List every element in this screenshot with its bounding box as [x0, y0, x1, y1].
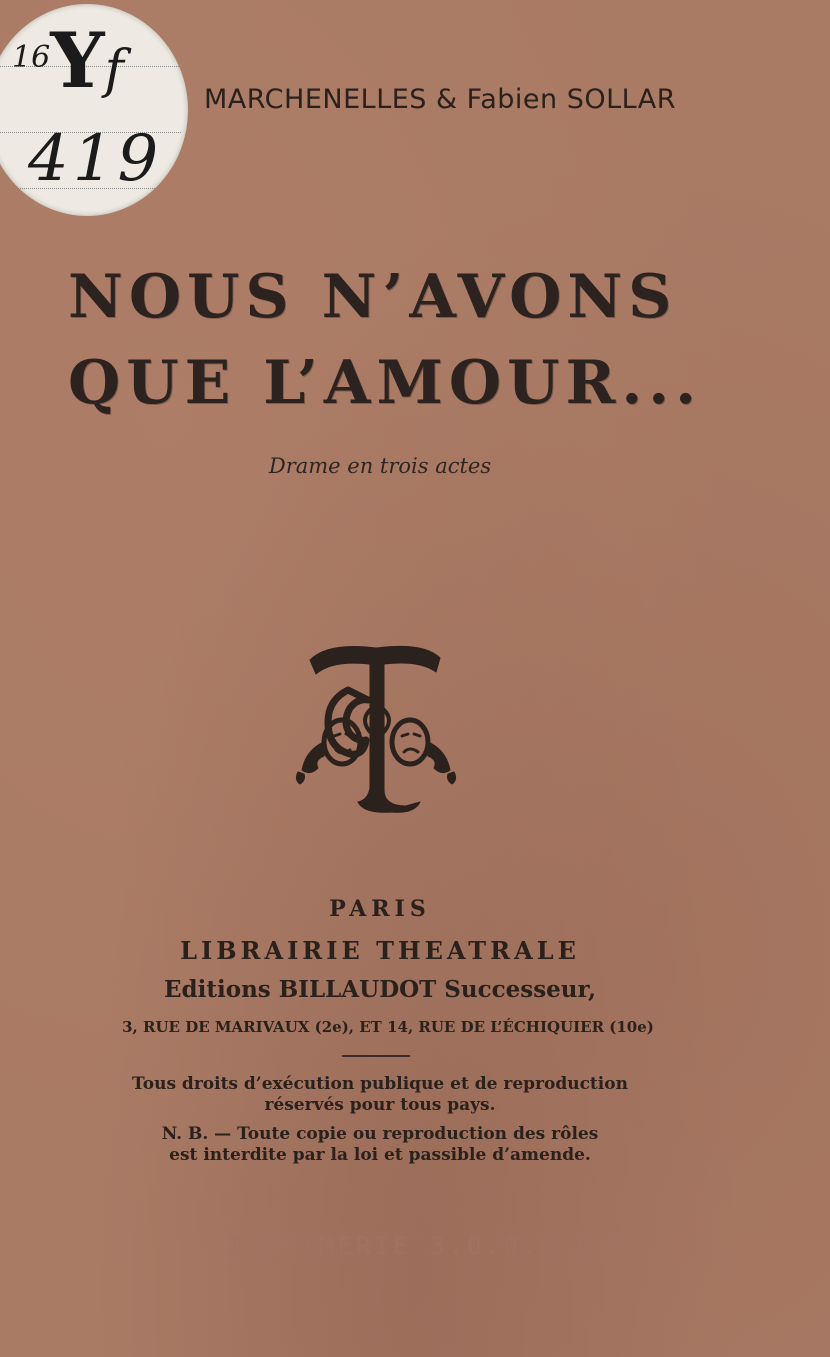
publisher-emblem-icon: [288, 630, 463, 815]
publisher-name: LIBRAIRIE THEATRALE: [180, 936, 580, 965]
title-line-2: QUE L’AMOUR...: [68, 348, 702, 418]
publisher-city: PARIS: [329, 896, 431, 922]
divider-rule: [342, 1055, 410, 1057]
library-stamp: [0, 4, 188, 216]
stamp-shelfmark-number: 419: [28, 122, 163, 196]
rights-notice: [60, 1074, 700, 1116]
title-line-1: NOUS N’AVONS: [68, 262, 678, 332]
authors: MARCHENELLES & Fabien SOLLAR: [204, 84, 677, 115]
faint-printer-mark: IMPRIMERIE 3.0.0.0.0.0: [227, 1232, 633, 1260]
stamp-letter: Y: [50, 16, 105, 105]
nb-line-1: N. B. — Toute copie ou reproduction des rôles: [161, 1124, 599, 1144]
rights-line-2: réservés pour tous pays.: [264, 1095, 496, 1115]
rights-line-1: Tous droits d’exécution publique et de reproduction: [132, 1074, 628, 1094]
nb-line-2: est interdite par la loi et passible d’amende.: [169, 1145, 591, 1165]
nb-notice: [60, 1124, 700, 1166]
subtitle: Drame en trois actes: [268, 454, 492, 478]
publisher-edition: Editions BILLAUDOT Successeur,: [164, 976, 596, 1003]
publisher-address: 3, RUE DE MARIVAUX (2e), ET 14, RUE DE L’ÉCHIQUIER (10e): [122, 1018, 654, 1036]
stamp-shelfmark-top: [12, 16, 124, 105]
stamp-number: 16: [12, 40, 51, 75]
stamp-suffix: f: [104, 40, 124, 100]
